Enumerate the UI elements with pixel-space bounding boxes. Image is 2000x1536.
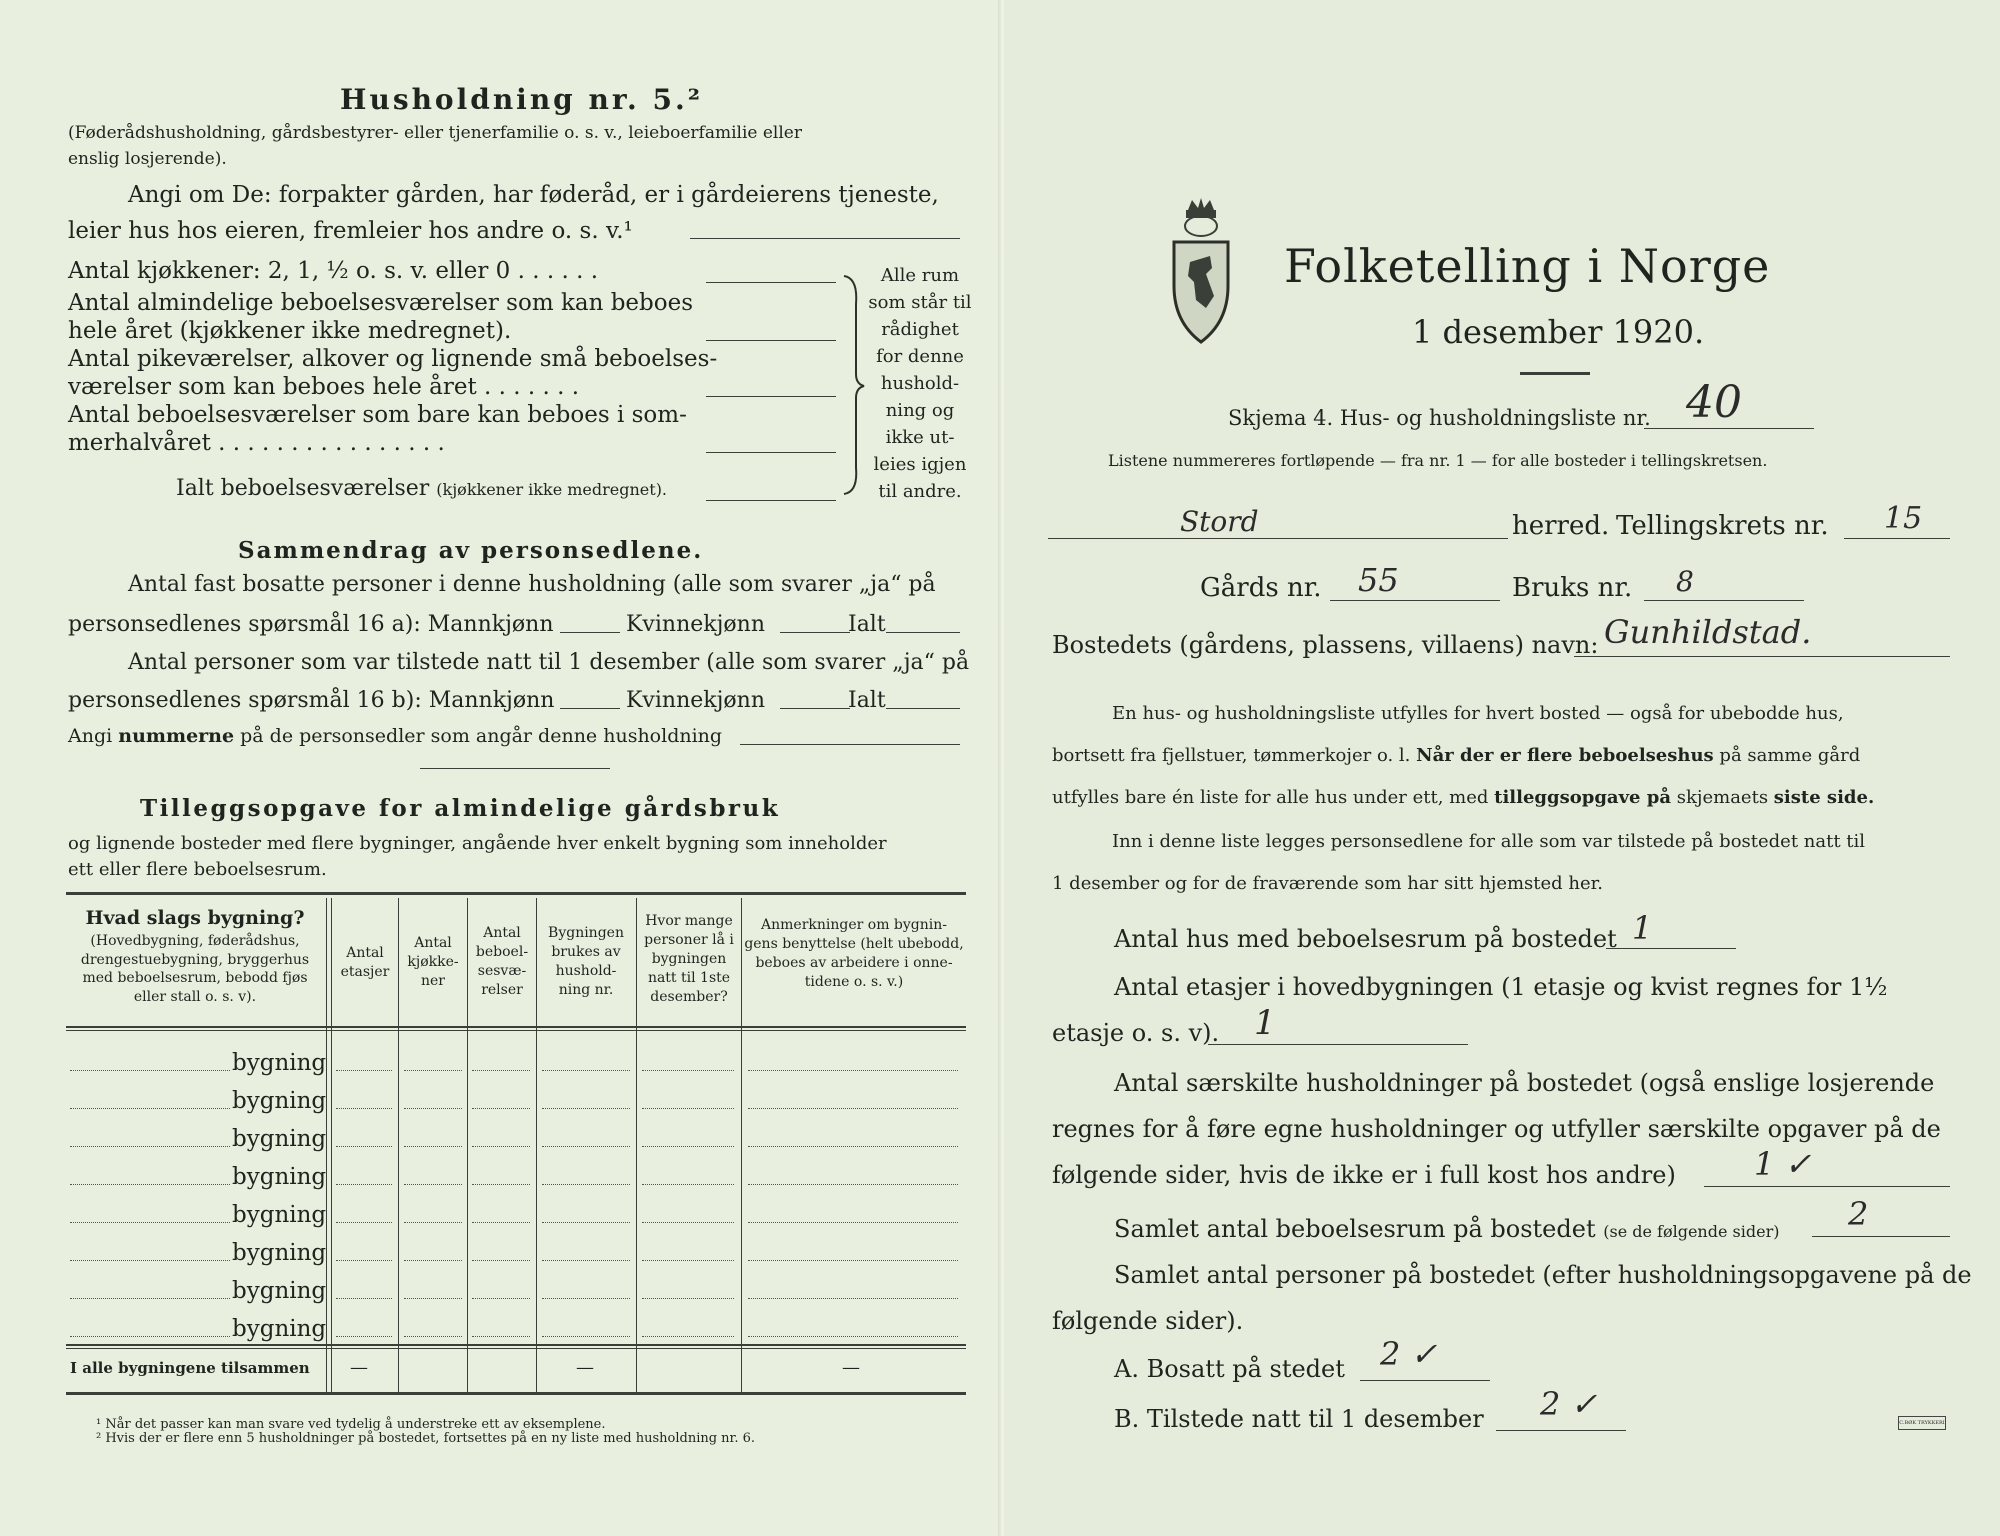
table-cell-line[interactable] [748, 1108, 958, 1109]
side-note-line: Alle rum [880, 265, 960, 286]
household-subtitle-2: enslig losjerende). [68, 149, 227, 169]
hus-line[interactable] [1606, 948, 1736, 949]
building-row-label: bygning [232, 1202, 327, 1228]
info-2-pre: bortsett fra fjellstuer, tømmerkojer o. l. [1052, 745, 1411, 766]
q-personer-1: Samlet antal personer på bostedet (efter husholdningsopgavene på de [1114, 1261, 1972, 1289]
table-top-rule [66, 892, 966, 895]
q-hus: Antal hus med beboelsesrum på bostedet [1114, 925, 1617, 953]
building-row-label: bygning [232, 1164, 327, 1190]
coat-of-arms-icon [1166, 196, 1236, 346]
angi-answer-line[interactable] [690, 238, 960, 239]
table-cell-line[interactable] [542, 1070, 630, 1071]
table-cell-line[interactable] [404, 1108, 462, 1109]
header-building-type-bold: Hvad slags bygning? [85, 907, 305, 929]
angi-line-1: Angi om De: forpakter gården, har føderåd, er i gårdeierens tjeneste, [128, 182, 939, 208]
herred-line[interactable] [1048, 538, 1508, 539]
q-sommer-2: merhalvåret . . . . . . . . . . . . . . . . [68, 430, 445, 456]
mannkjonn-bosatt-line[interactable] [560, 632, 620, 633]
q-rum-text: Samlet antal beboelsesrum på bostedet [1114, 1215, 1596, 1243]
skjema-label: Skjema 4. Hus- og husholdningsliste nr. [1228, 406, 1651, 430]
table-cell-line[interactable] [748, 1222, 958, 1223]
household-title: Husholdning nr. 5.² [340, 83, 704, 116]
table-cell-line[interactable] [748, 1146, 958, 1147]
building-row-label: bygning [232, 1050, 327, 1076]
side-note-line: til andre. [878, 481, 962, 502]
table-cell-line[interactable] [336, 1336, 392, 1337]
building-type-line[interactable] [70, 1298, 230, 1299]
info-3-pre: utfylles bare én liste for alle hus under ett, med [1052, 787, 1489, 808]
husholdninger-line[interactable] [1704, 1186, 1950, 1187]
table-cell-line[interactable] [642, 1070, 734, 1071]
q-pike-1: Antal pikeværelser, alkover og lignende små beboelses- [68, 346, 718, 372]
pike-answer-line[interactable] [706, 396, 836, 397]
building-row-label: bygning [232, 1316, 327, 1342]
q-husholdninger-3: følgende sider, hvis de ikke er i full kost hos andre) [1052, 1161, 1676, 1189]
bruks-label: Bruks nr. [1512, 573, 1633, 603]
tillegg-line-1: og lignende bosteder med flere bygninger, angående hver enkelt bygning som inneholder [68, 833, 887, 854]
table-cell-line[interactable] [642, 1146, 734, 1147]
table-cell-line[interactable] [642, 1336, 734, 1337]
table-cell-line[interactable] [472, 1184, 530, 1185]
info-3-mid: skjemaets [1676, 787, 1769, 808]
bosatt-value: 2 ✓ [1380, 1335, 1438, 1373]
table-cell-line[interactable] [642, 1260, 734, 1261]
ialt-label-1: Ialt [848, 612, 886, 637]
building-row-label: bygning [232, 1278, 327, 1304]
etasjer-line[interactable] [1208, 1044, 1468, 1045]
ialt-label-2: Ialt [848, 688, 886, 713]
sammendrag-title: Sammendrag av personsedlene. [238, 537, 704, 564]
header-beboelsesvaerelser: Antal beboel- sesvæ- relser [475, 925, 529, 998]
side-note [860, 262, 980, 505]
table-cell-line[interactable] [542, 1298, 630, 1299]
info-2-bold: Når der er flere beboelseshus [1416, 745, 1714, 766]
table-cell-line[interactable] [472, 1222, 530, 1223]
tilstede-label: B. Tilstede natt til 1 desember [1114, 1405, 1484, 1433]
bruks-value: 8 [1676, 565, 1694, 598]
info-2-post: på samme gård [1719, 745, 1861, 766]
printer-stamp: C.BØK TRYKKERI [1898, 1416, 1946, 1430]
tellingskrets-label: Tellingskrets nr. [1616, 511, 1829, 541]
hus-value: 1 [1632, 909, 1653, 947]
table-cell-line[interactable] [336, 1298, 392, 1299]
nummerne-post: på de personsedler som angår denne husholdning [240, 725, 723, 747]
table-cell-line[interactable] [404, 1146, 462, 1147]
husholdninger-value: 1 ✓ [1754, 1145, 1812, 1183]
col-divider-4 [536, 898, 537, 1392]
col-divider-1b [331, 898, 332, 1392]
almindelige-answer-line[interactable] [706, 340, 836, 341]
table-cell-line[interactable] [642, 1108, 734, 1109]
kvinnekjonn-bosatt-line[interactable] [780, 632, 850, 633]
q-sommer-1: Antal beboelsesværelser som bare kan beboes i som- [68, 402, 687, 428]
table-cell-line[interactable] [542, 1260, 630, 1261]
mannkjonn-tilstede-line[interactable] [560, 708, 620, 709]
nummerne-answer-line[interactable] [740, 744, 960, 745]
building-type-line[interactable] [70, 1222, 230, 1223]
tilstede-line[interactable] [1496, 1430, 1626, 1431]
right-page [1004, 0, 2000, 1536]
bosted-value: Gunhildstad. [1604, 613, 1812, 651]
col-divider-5 [636, 898, 637, 1392]
angi-line-2: leier hus hos eieren, fremleier hos andre o. s. v.¹ [68, 218, 633, 244]
table-body-rule-2 [66, 1348, 966, 1349]
ialt-bosatt-line[interactable] [886, 632, 960, 633]
q-husholdninger-2: regnes for å føre egne husholdninger og utfyller særskilte opgaver på de [1052, 1115, 1941, 1143]
kjokkener-answer-line[interactable] [706, 282, 836, 283]
census-date: 1 desember 1920. [1412, 313, 1705, 351]
q-husholdninger-1: Antal særskilte husholdninger på bostedet (også enslige losjerende [1114, 1069, 1935, 1097]
table-cell-line[interactable] [404, 1336, 462, 1337]
table-header-rule [66, 1026, 966, 1028]
table-cell-line[interactable] [472, 1146, 530, 1147]
table-cell-line[interactable] [336, 1146, 392, 1147]
header-anmerkninger: Anmerkninger om bygnin- gens benyttelse (helt ubebodd, beboes av arbeidere i onne- tidene o. s. v.) [744, 917, 964, 990]
table-cell-line[interactable] [472, 1336, 530, 1337]
listene-note: Listene nummereres fortløpende — fra nr. 1 — for alle bosteder i tellingskretsen. [1108, 451, 1768, 470]
table-cell-line[interactable] [404, 1184, 462, 1185]
q-etasjer-1: Antal etasjer i hovedbygningen (1 etasje og kvist regnes for 1½ [1114, 973, 1888, 1001]
info-5: 1 desember og for de fraværende som har sitt hjemsted her. [1052, 873, 1603, 894]
nummerne-pre: Angi [68, 725, 113, 747]
building-type-line[interactable] [70, 1184, 230, 1185]
table-cell-line[interactable] [748, 1336, 958, 1337]
sammendrag-2-line-1: Antal personer som var tilstede natt til 1 desember (alle som svarer „ja“ på [128, 650, 970, 675]
nummerne-line [68, 726, 722, 748]
tellingskrets-line[interactable] [1844, 538, 1950, 539]
side-note-line: leies igjen [873, 454, 967, 475]
table-cell-line[interactable] [472, 1298, 530, 1299]
table-cell-line[interactable] [336, 1108, 392, 1109]
building-type-line[interactable] [70, 1336, 230, 1337]
building-type-line[interactable] [70, 1070, 230, 1071]
side-note-line: for denne [876, 346, 964, 367]
table-cell-line[interactable] [472, 1108, 530, 1109]
building-type-line[interactable] [70, 1108, 230, 1109]
gards-value: 55 [1358, 561, 1399, 599]
info-4: Inn i denne liste legges personsedlene for alle som var tilstede på bostedet natt til [1112, 831, 1866, 852]
table-cell-line[interactable] [748, 1260, 958, 1261]
etasjer-value: 1 [1254, 1003, 1276, 1043]
side-note-line: hushold- [880, 373, 960, 394]
section-divider [420, 768, 610, 769]
rum-line[interactable] [1812, 1236, 1950, 1237]
table-bottom-rule [66, 1392, 966, 1395]
gards-line[interactable] [1330, 600, 1500, 601]
info-3-bold2: siste side. [1773, 787, 1875, 808]
kvinnekjonn-label-2: Kvinnekjønn [626, 688, 765, 713]
side-note-line: ning og [885, 400, 955, 421]
table-cell-line[interactable] [404, 1070, 462, 1071]
q-almindelige-2: hele året (kjøkkener ikke medregnet). [68, 318, 512, 344]
header-kjokkener: Antal kjøkke- ner [407, 935, 459, 989]
sammendrag-1-line-2: personsedlenes spørsmål 16 a): Mannkjønn [68, 612, 554, 637]
q-pike-2: værelser som kan beboes hele året . . . . . . . [68, 374, 580, 400]
table-cell-line[interactable] [542, 1108, 630, 1109]
info-1: En hus- og husholdningsliste utfylles for hvert bosted — også for ubebodde hus, [1112, 703, 1844, 724]
kvinnekjonn-tilstede-line[interactable] [780, 708, 850, 709]
bosted-label: Bostedets (gårdens, plassens, villaens) navn: [1052, 631, 1599, 659]
ialt-tilstede-line[interactable] [886, 708, 960, 709]
table-cell-line[interactable] [748, 1184, 958, 1185]
total-dash-husholdning: — [576, 1357, 594, 1378]
table-cell-line[interactable] [542, 1336, 630, 1337]
table-cell-line[interactable] [542, 1222, 630, 1223]
rum-value: 2 [1848, 1195, 1869, 1233]
header-etasjer: Antal etasjer [340, 945, 390, 980]
footnote-1: ¹ Når det passer kan man svare ved tydelig å understreke ett av eksemplene. [96, 1417, 606, 1432]
nummerne-bold: nummerne [118, 725, 235, 747]
table-cell-line[interactable] [542, 1184, 630, 1185]
table-body-rule [66, 1344, 966, 1346]
col-divider-2 [398, 898, 399, 1392]
q-rum [1114, 1216, 1779, 1244]
side-note-line: ikke ut- [885, 427, 955, 448]
kvinnekjonn-label-1: Kvinnekjønn [626, 612, 765, 637]
table-cell-line[interactable] [642, 1222, 734, 1223]
info-3 [1052, 788, 1874, 809]
table-cell-line[interactable] [542, 1146, 630, 1147]
q-personer-2: følgende sider). [1052, 1307, 1244, 1335]
q-almindelige-1: Antal almindelige beboelsesværelser som kan beboes [68, 290, 694, 316]
bosted-line[interactable] [1574, 656, 1950, 657]
herred-label: herred. [1512, 511, 1610, 541]
herred-value: Stord [1180, 505, 1259, 538]
building-row-label: bygning [232, 1126, 327, 1152]
table-cell-line[interactable] [404, 1260, 462, 1261]
q-ialt [176, 476, 667, 501]
tillegg-line-2: ett eller flere beboelsesrum. [68, 859, 327, 880]
title-divider [1520, 372, 1590, 375]
skjema-value: 40 [1686, 377, 1742, 428]
table-header-rule-2 [66, 1030, 966, 1031]
table-cell-line[interactable] [404, 1298, 462, 1299]
col-divider-3 [467, 898, 468, 1392]
sammendrag-1-line-1: Antal fast bosatte personer i denne husholdning (alle som svarer „ja“ på [128, 572, 936, 597]
gards-label: Gårds nr. [1200, 573, 1322, 603]
q-ialt-small: (kjøkkener ikke medregnet). [436, 480, 668, 499]
total-label: I alle bygningene tilsammen [70, 1359, 310, 1377]
header-building-type [68, 906, 322, 1007]
footnote-2: ² Hvis der er flere enn 5 husholdninger på bostedet, fortsettes på en ny liste med husholdning nr. 6. [96, 1431, 756, 1446]
table-cell-line[interactable] [748, 1298, 958, 1299]
table-cell-line[interactable] [642, 1184, 734, 1185]
bosatt-label: A. Bosatt på stedet [1114, 1355, 1345, 1383]
q-ialt-bold: Ialt beboelsesværelser [176, 476, 430, 501]
table-cell-line[interactable] [748, 1070, 958, 1071]
table-cell-line[interactable] [336, 1184, 392, 1185]
sommer-answer-line[interactable] [706, 452, 836, 453]
info-3-bold: tilleggsopgave på [1494, 787, 1672, 808]
building-type-line[interactable] [70, 1260, 230, 1261]
tellingskrets-value: 15 [1884, 501, 1923, 536]
census-title: Folketelling i Norge [1284, 239, 1771, 293]
building-row-label: bygning [232, 1088, 327, 1114]
table-cell-line[interactable] [336, 1222, 392, 1223]
q-etasjer-2: etasje o. s. v). [1052, 1019, 1220, 1047]
side-note-line: som står til [868, 292, 972, 313]
building-row-label: bygning [232, 1240, 327, 1266]
col-divider-6 [741, 898, 742, 1392]
table-cell-line[interactable] [336, 1260, 392, 1261]
side-note-line: rådighet [881, 319, 959, 340]
ialt-answer-line[interactable] [706, 500, 836, 501]
total-dash-etasjer: — [350, 1357, 368, 1378]
info-2 [1052, 746, 1860, 767]
bosatt-line[interactable] [1360, 1380, 1490, 1381]
table-cell-line[interactable] [472, 1070, 530, 1071]
table-cell-line[interactable] [404, 1222, 462, 1223]
table-cell-line[interactable] [336, 1070, 392, 1071]
household-subtitle-1: (Føderådshusholdning, gårdsbestyrer- eller tjenerfamilie o. s. v., leieboerfamilie eller [68, 123, 802, 143]
table-cell-line[interactable] [642, 1298, 734, 1299]
table-cell-line[interactable] [472, 1260, 530, 1261]
building-type-line[interactable] [70, 1146, 230, 1147]
tillegg-title: Tilleggsopgave for almindelige gårdsbruk [140, 795, 781, 822]
q-kjokkener: Antal kjøkkener: 2, 1, ½ o. s. v. eller 0 . . . . . . [68, 258, 599, 284]
sammendrag-2-line-2: personsedlenes spørsmål 16 b): Mannkjønn [68, 688, 555, 713]
total-dash-anmerkninger: — [842, 1357, 860, 1378]
q-rum-small: (se de følgende sider) [1603, 1222, 1780, 1241]
header-personer: Hvor mange personer lå i bygningen natt til 1ste desember? [644, 913, 734, 1005]
header-building-type-rest: (Hovedbygning, føderådshus, drengestuebygning, bryggerhus med beboelsesrum, bebodd fjøs eller stall o. s. v). [80, 932, 310, 1006]
tilstede-value: 2 ✓ [1540, 1385, 1598, 1423]
header-husholdning-nr: Bygningen brukes av hushold- ning nr. [548, 925, 624, 998]
bruks-line[interactable] [1644, 600, 1804, 601]
